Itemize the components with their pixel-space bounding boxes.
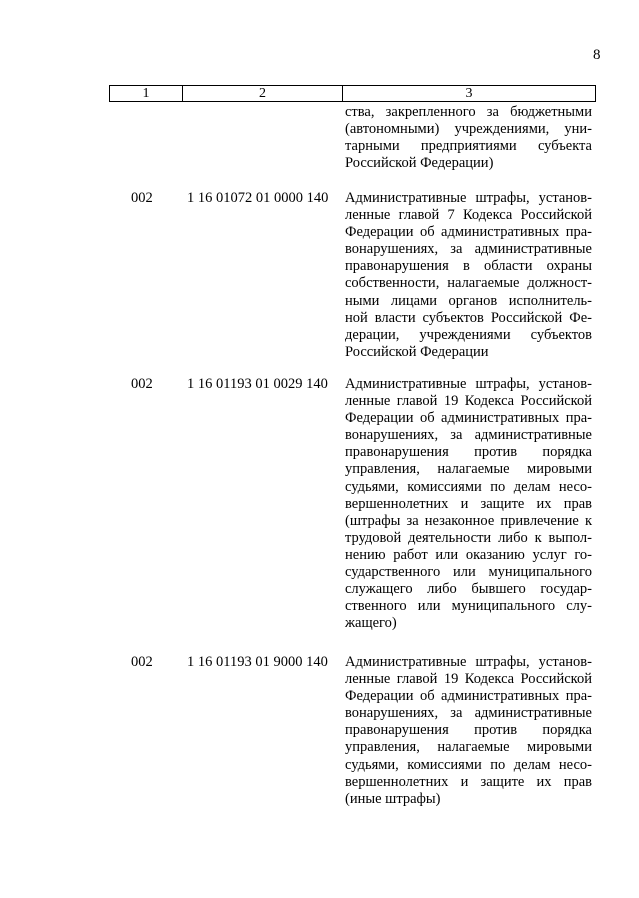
desc-line: тарными предприятиями субъекта [345, 138, 592, 155]
desc-line: Федерации об административных пра- [345, 410, 592, 427]
desc-line: Административные штрафы, установ- [345, 376, 592, 392]
desc-line: Российской Федерации) [345, 155, 494, 172]
desc-line: судьями, комиссиями по делам несо- [345, 756, 592, 773]
row-description [345, 376, 592, 632]
desc-line: (иные штрафы) [345, 790, 441, 807]
desc-line: собственности, налагаемые должност- [345, 275, 592, 292]
desc-line: ленные главой 7 Кодекса Российской [345, 207, 592, 224]
kbk-code: 1 16 01072 01 0000 140 [187, 190, 329, 206]
desc-line: ными лицами органов исполнитель- [345, 292, 592, 309]
desc-line: вонарушениях, за административные [345, 705, 592, 722]
admin-code: 002 [131, 654, 153, 670]
desc-line: Федерации об административных пра- [345, 224, 592, 241]
desc-line: Административные штрафы, установ- [345, 190, 592, 206]
table-header [109, 85, 596, 102]
desc-line: ственного или муниципального слу- [345, 598, 592, 615]
admin-code: 002 [131, 190, 153, 206]
desc-line: (штрафы за незаконное привлечение к [345, 512, 592, 529]
desc-line: судьями, комиссиями по делам несо- [345, 478, 592, 495]
desc-line: управления, налагаемые мировыми [345, 461, 592, 478]
desc-line: ной власти субъектов Российской Фе- [345, 309, 592, 326]
desc-line: служащего либо бывшего государ- [345, 581, 592, 598]
desc-line: Федерации об административных пра- [345, 688, 592, 705]
kbk-code: 1 16 01193 01 9000 140 [187, 654, 328, 670]
header-col-1: 1 [110, 86, 183, 101]
desc-line: Российской Федерации [345, 343, 489, 360]
continued-description [345, 104, 592, 172]
desc-line: правонарушения против порядка [345, 444, 592, 461]
page-number: 8 [593, 47, 601, 63]
desc-line: (автономными) учреждениями, уни- [345, 121, 592, 138]
desc-line: ленные главой 19 Кодекса Российской [345, 393, 592, 410]
desc-line: трудовой деятельности либо к выпол- [345, 529, 592, 546]
desc-line: дерации, учреждениями субъектов [345, 326, 592, 343]
desc-line: правонарушения в области охраны [345, 258, 592, 275]
row-description [345, 190, 592, 361]
desc-line: нению работ или оказанию услуг го- [345, 546, 592, 563]
header-col-2: 2 [183, 86, 343, 101]
desc-line: ства, закрепленного за бюджетными [345, 104, 592, 120]
admin-code: 002 [131, 376, 153, 392]
desc-line: жащего) [345, 615, 397, 632]
desc-line: правонарушения против порядка [345, 722, 592, 739]
desc-line: вершеннолетних и защите их прав [345, 495, 592, 512]
desc-line: управления, налагаемые мировыми [345, 739, 592, 756]
row-description [345, 654, 592, 808]
desc-line: Административные штрафы, установ- [345, 654, 592, 670]
kbk-code: 1 16 01193 01 0029 140 [187, 376, 328, 392]
desc-line: вершеннолетних и защите их прав [345, 773, 592, 790]
header-col-3: 3 [465, 86, 473, 101]
desc-line: вонарушениях, за административные [345, 427, 592, 444]
desc-line: сударственного или муниципального [345, 564, 592, 581]
desc-line: вонарушениях, за административные [345, 241, 592, 258]
desc-line: ленные главой 19 Кодекса Российской [345, 671, 592, 688]
